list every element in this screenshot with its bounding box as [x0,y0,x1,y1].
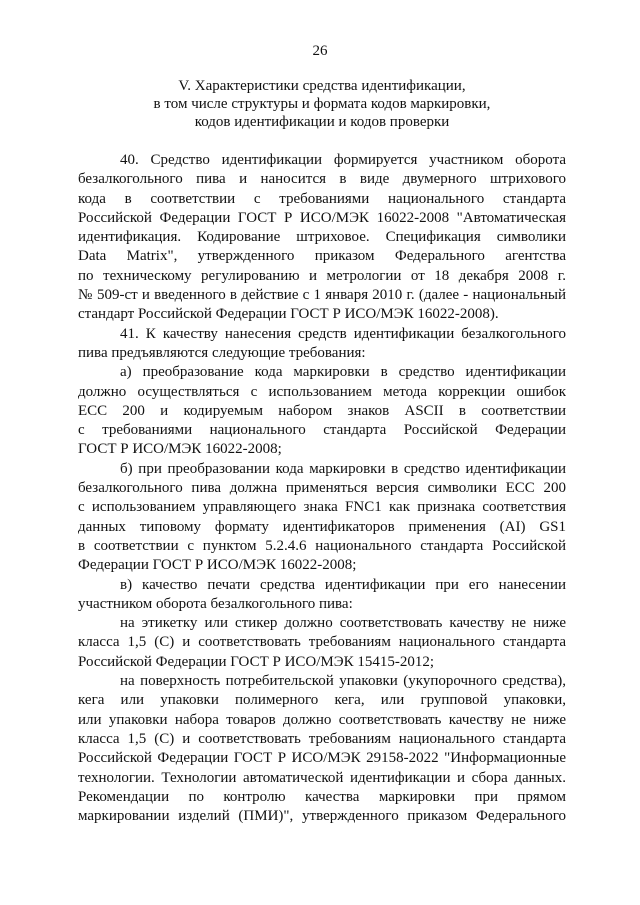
text-line: Российской Федерации ГОСТ Р ИСО/МЭК 16022-2008 "Автоматическая [78,209,566,226]
text-line: Российской Федерации ГОСТ Р ИСО/МЭК 15415-2012; [78,653,435,670]
text-line: участником оборота безалкогольного пива: [78,595,353,612]
text-line: или упаковки набора товаров должно соответствовать качеству не ниже [78,711,566,728]
text-line: с использованием управляющего знака FNC1 как признака соответствия [78,499,566,516]
text-line: кода в соответствии с требованиями национального стандарта [78,190,566,207]
text-line: Федерации ГОСТ Р ИСО/МЭК 16022-2008; [78,557,357,574]
text-line: класса 1,5 (С) и соответствовать требованиям национального стандарта [78,730,566,747]
section-heading-line: V. Характеристики средства идентификации, [178,78,466,94]
text-line: 40. Средство идентификации формируется участником оборота [120,152,566,168]
text-line: в соответствии с пунктом 5.2.4.6 национального стандарта Российской [78,537,566,554]
section-heading [78,77,566,131]
text-line: с требованиями национального стандарта Российской Федерации [78,422,566,439]
page-number: 26 [312,43,328,59]
text-line: 41. К качеству нанесения средств идентификации безалкогольного [120,325,566,342]
section-heading-line: кодов идентификации и кодов проверки [194,114,450,130]
text-line: Рекомендации по контролю качества маркировки при прямом [78,788,566,805]
text-line: маркировании изделий (ПМИ)", утвержденного приказом Федерального [78,808,566,825]
text-line: безалкогольного пива и наносится в виде двумерного штрихового [78,171,566,188]
text-line: должно осуществляться с использованием метода коррекции ошибок [78,383,566,400]
text-line: класса 1,5 (С) и соответствовать требованиям национального стандарта [78,634,566,651]
text-line: безалкогольного пива должна применяться версия символики ECC 200 [78,480,566,497]
text-line: Data Matrix", утвержденного приказом Федерального агентства [78,248,566,265]
text-line: по техническому регулированию и метрологии от 18 декабря 2008 г. [78,267,566,284]
text-line: идентификация. Кодирование штриховое. Спецификация символики [78,229,566,246]
body-text [78,151,566,826]
text-line: пива предъявляются следующие требования: [78,344,366,361]
text-line: на этикетку или стикер должно соответствовать качеству не ниже [120,615,566,632]
text-line: ECC 200 и кодируемым набором знаков ASCII в соответствии [78,402,566,419]
text-line: на поверхность потребительской упаковки (укупорочного средства), [120,673,566,690]
text-line: стандарт Российской Федерации ГОСТ Р ИСО/МЭК 16022-2008). [78,306,499,323]
text-line: ГОСТ Р ИСО/МЭК 16022-2008; [78,441,282,458]
text-line: кега или упаковки полимерного кега, или групповой упаковки, [78,692,566,709]
text-line: Российской Федерации ГОСТ Р ИСО/МЭК 29158-2022 "Информационные [78,750,566,767]
text-line: а) преобразование кода маркировки в средство идентификации [120,364,566,381]
section-heading-line: в том числе структуры и формата кодов маркировки, [153,96,491,112]
text-line: № 509-ст и введенного в действие с 1 января 2010 г. (далее - национальный [78,287,566,304]
text-line: технологии. Технологии автоматической идентификации и сбора данных. [78,769,566,786]
text-line: в) качество печати средства идентификации при его нанесении [120,576,566,593]
text-line: данных типовому формату идентификаторов применения (AI) GS1 [78,518,566,535]
text-line: б) при преобразовании кода маркировки в средство идентификации [120,460,566,477]
